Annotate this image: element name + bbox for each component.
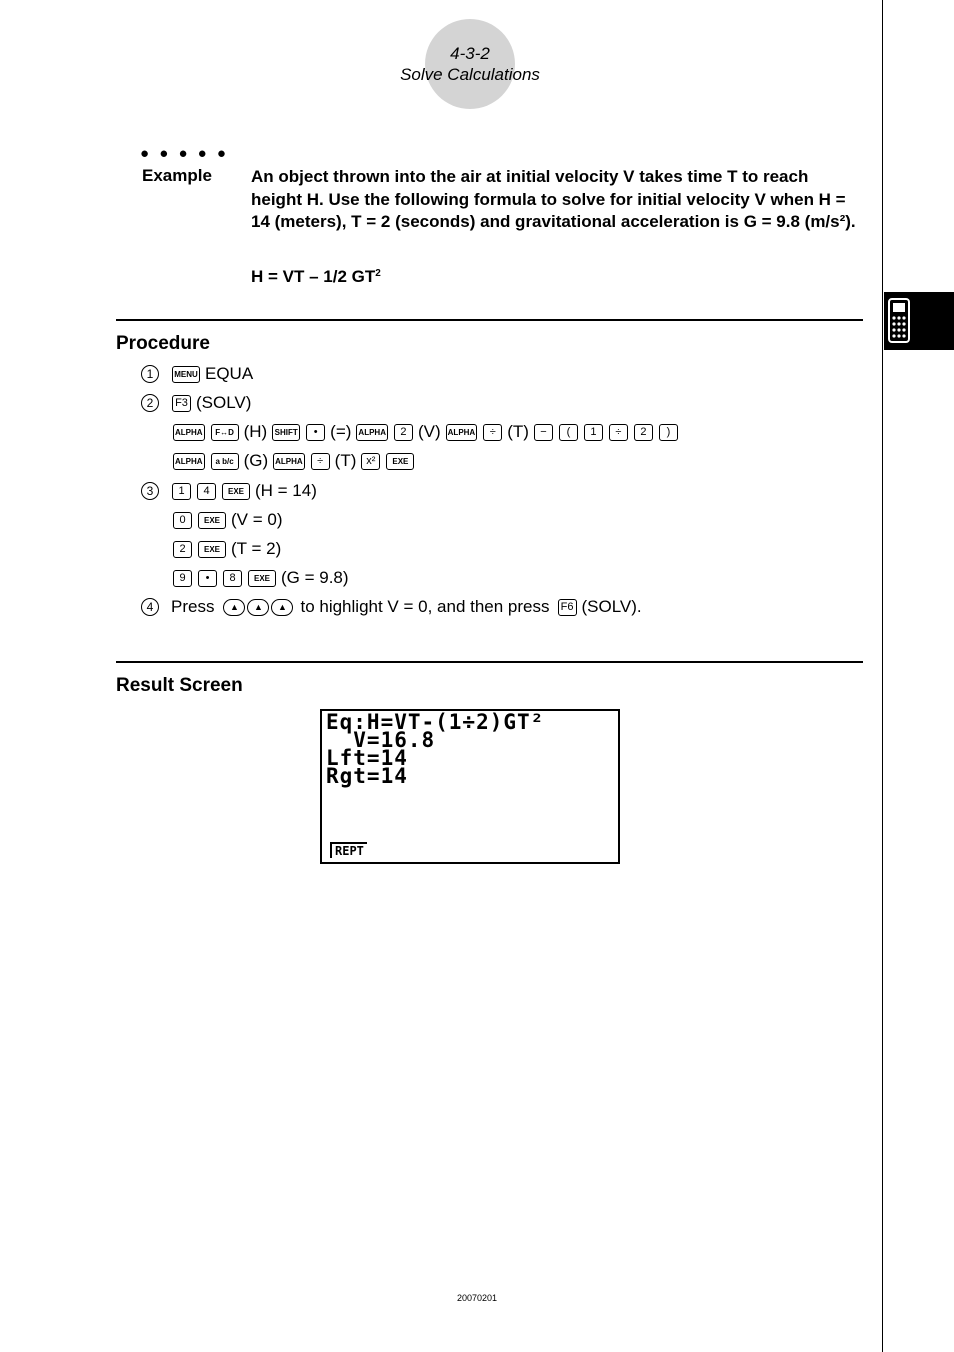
- exe-key: EXE: [386, 453, 414, 470]
- alpha-key: ALPHA: [446, 424, 478, 441]
- digit-key: 1: [172, 483, 191, 500]
- dot-key: •: [306, 424, 325, 441]
- step-number: 3: [141, 482, 159, 500]
- procedure-step-4: [141, 597, 644, 617]
- example-text: An object thrown into the air at initial velocity V takes time T to reach height H. Use the following formula to solve for initial velocity V when H = 14 (meters), T = 2 (seconds) and gravitational acceleration is G = 9.8 (m/s²).: [251, 167, 856, 231]
- f3-key: F3: [172, 395, 191, 412]
- alpha-key: ALPHA: [273, 453, 305, 470]
- section-number: 4-3-2: [450, 44, 490, 63]
- f6-key: F6: [558, 599, 577, 616]
- key-annotation: (H = 14): [255, 481, 317, 500]
- step-number: 1: [141, 365, 159, 383]
- divide-key: ÷: [483, 424, 502, 441]
- alpha-key: ALPHA: [173, 453, 205, 470]
- square-key: x²: [361, 453, 380, 470]
- procedure-step-3: [141, 481, 319, 501]
- divide-key: ÷: [311, 453, 330, 470]
- key-annotation: (H): [243, 422, 268, 441]
- exe-key: EXE: [198, 541, 226, 558]
- open-paren-key: (: [559, 424, 578, 441]
- divide-key: ÷: [609, 424, 628, 441]
- procedure-step-3-line-4: [170, 568, 351, 588]
- procedure-step-2: [141, 393, 253, 413]
- exe-key: EXE: [222, 483, 250, 500]
- step-text: (SOLV).: [581, 597, 642, 616]
- procedure-step-2-line-3: [170, 451, 417, 471]
- digit-key: 2: [394, 424, 413, 441]
- procedure-step-3-line-2: [170, 510, 285, 530]
- screen-line-rgt: Rgt=14: [326, 764, 408, 788]
- digit-key: 2: [634, 424, 653, 441]
- screen-line-lft: Lft=14: [326, 746, 408, 770]
- step-number: 2: [141, 394, 159, 412]
- screen-line-v: V=16.8: [326, 728, 436, 752]
- key-annotation: (T): [507, 422, 529, 441]
- exe-key: EXE: [198, 512, 226, 529]
- procedure-step-2-line-2: [170, 422, 681, 442]
- chapter-thumb-tab: [884, 292, 954, 350]
- screen-line-equation: Eq:H=VT-(1÷2)GT²: [326, 710, 545, 734]
- divider-result: [116, 661, 863, 663]
- step-number: 4: [141, 598, 159, 616]
- key-annotation: (V): [417, 422, 441, 441]
- key-annotation: (T): [334, 451, 357, 470]
- procedure-step-3-line-3: [170, 539, 283, 559]
- up-arrow-icon: ▲: [271, 599, 293, 616]
- rept-function-button: REPT: [330, 842, 367, 858]
- key-annotation: (V = 0): [231, 510, 283, 529]
- key-annotation: (G): [243, 451, 269, 470]
- procedure-title: Procedure: [116, 333, 210, 354]
- footer-code: 20070201: [456, 1293, 498, 1303]
- minus-key: −: [534, 424, 553, 441]
- procedure-step-1: [141, 364, 255, 384]
- example-formula: [251, 267, 381, 287]
- key-annotation: (G = 9.8): [281, 568, 349, 587]
- digit-key: 8: [223, 570, 242, 587]
- fd-key: F↔D: [211, 424, 239, 441]
- close-paren-key: ): [659, 424, 678, 441]
- calculator-result-screen: [320, 709, 620, 864]
- menu-key: MENU: [172, 366, 200, 383]
- step-text: to highlight V = 0, and then press: [300, 597, 550, 616]
- digit-key: 0: [173, 512, 192, 529]
- shift-key: SHIFT: [272, 424, 300, 441]
- section-title: Solve Calculations: [400, 65, 540, 84]
- page-edge-rule: [882, 0, 883, 1352]
- step-text: EQUA: [205, 364, 254, 383]
- up-arrow-icon: ▲: [223, 599, 245, 616]
- alpha-key: ALPHA: [356, 424, 388, 441]
- formula-exponent: 2: [375, 268, 381, 279]
- key-annotation: (T = 2): [231, 539, 282, 558]
- formula-main: H = VT – 1/2 GT: [251, 267, 376, 286]
- key-annotation: (=): [330, 422, 352, 441]
- alpha-key: ALPHA: [173, 424, 205, 441]
- digit-key: 2: [173, 541, 192, 558]
- digit-key: 9: [173, 570, 192, 587]
- example-dots: ● ● ● ● ●: [140, 145, 229, 162]
- fraction-key: a b/c: [211, 453, 239, 470]
- step-text: Press: [171, 597, 215, 616]
- digit-key: 4: [197, 483, 216, 500]
- example-label: Example: [142, 166, 212, 185]
- digit-key: 1: [584, 424, 603, 441]
- header-badge: [425, 19, 515, 109]
- result-title: Result Screen: [116, 675, 243, 696]
- step-text: (SOLV): [196, 393, 252, 412]
- exe-key: EXE: [248, 570, 276, 587]
- divider-procedure: [116, 319, 863, 321]
- up-arrow-icon: ▲: [247, 599, 269, 616]
- dot-key: •: [198, 570, 217, 587]
- calculator-icon: [884, 292, 954, 350]
